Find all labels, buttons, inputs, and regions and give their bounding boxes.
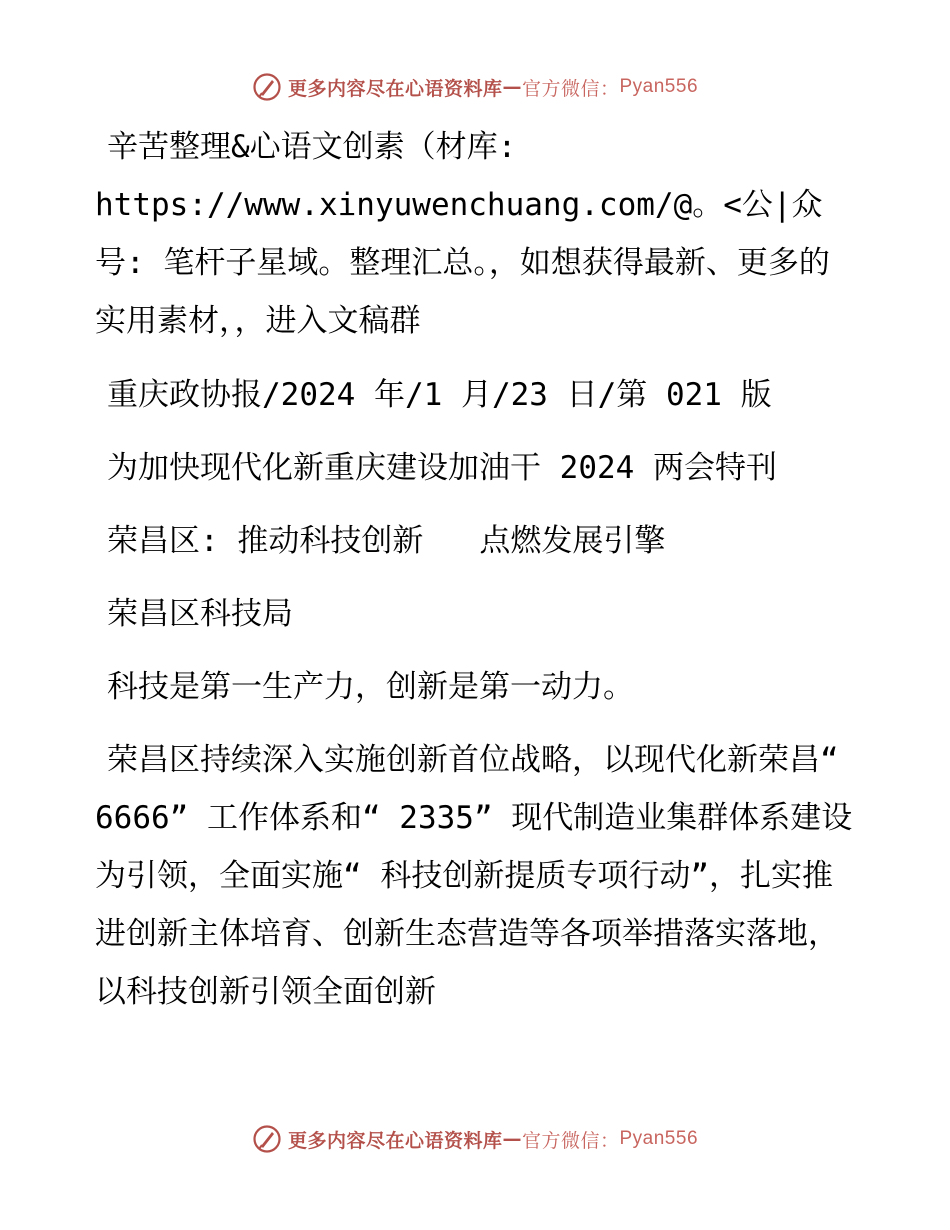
quill-seal-icon [252, 72, 282, 102]
quill-seal-icon [252, 1124, 282, 1154]
watermark-contact-label: 官方微信： [521, 1129, 620, 1152]
footer-watermark [0, 1124, 950, 1154]
watermark-wechat-id: Pyan556 [619, 76, 699, 97]
watermark-title: 更多内容尽在心语资料库 [287, 1129, 503, 1152]
watermark-separator: — [502, 76, 522, 98]
watermark-contact-label: 官方微信： [521, 77, 620, 100]
lead-paragraph: 科技是第一生产力，创新是第一动力。 [107, 669, 634, 705]
body-paragraph: 荣昌区持续深入实施创新首位战略，以现代化新荣昌“ 6666” 工作体系和“ 2335” 现代制造业集群体系建设为引领，全面实施“ 科技创新提质专项行动”，扎实推进创新主体培育、创新生态营造等各项举措落实落地，以科技创新引领全面创新 [95, 742, 858, 1010]
document-body [95, 118, 858, 1021]
header-watermark [0, 72, 950, 102]
watermark-wechat-id: Pyan556 [619, 1128, 699, 1149]
article-headline: 荣昌区: 推动科技创新 点燃发展引擎 [107, 523, 666, 559]
watermark-separator: — [502, 1128, 522, 1150]
intro-paragraph: 辛苦整理&心语文创素（材库: https://www.xinyuwenchuang.com/@。<公|众号: 笔杆子星域。整理汇总。，如想获得最新、更多的实用素材，，进入文稿群 [95, 129, 830, 339]
watermark-title: 更多内容尽在心语资料库 [287, 77, 503, 100]
column-title: 为加快现代化新重庆建设加油干 2024 两会特刊 [107, 450, 777, 486]
article-author: 荣昌区科技局 [107, 596, 293, 632]
source-line: 重庆政协报/2024 年/1 月/23 日/第 021 版 [107, 377, 772, 413]
